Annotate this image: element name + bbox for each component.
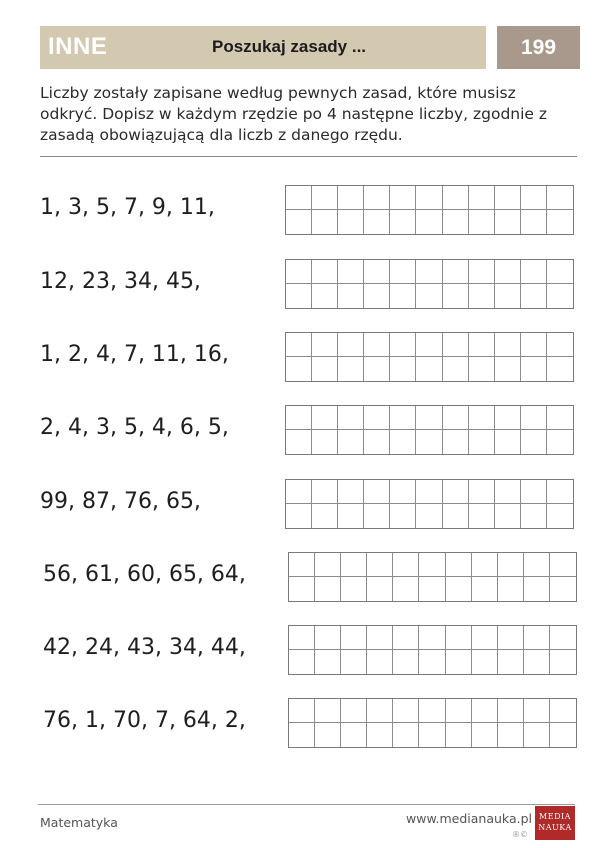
exercise-row (40, 479, 580, 531)
answer-cell[interactable] (416, 186, 442, 210)
answer-cell[interactable] (550, 626, 576, 650)
sequence-text: 2, 4, 3, 5, 4, 6, 5, (40, 415, 229, 440)
answer-cell[interactable] (315, 553, 341, 577)
answer-cell[interactable] (524, 577, 550, 601)
answer-cell[interactable] (524, 723, 550, 747)
answer-cell[interactable] (550, 577, 576, 601)
answer-cell[interactable] (367, 577, 393, 601)
answer-cell[interactable] (364, 430, 390, 454)
sequence-text: 1, 2, 4, 7, 11, 16, (40, 342, 229, 367)
answer-grid[interactable] (285, 405, 574, 455)
answer-cell[interactable] (547, 210, 573, 234)
answer-cell[interactable] (472, 577, 498, 601)
answer-cell[interactable] (286, 210, 312, 234)
answer-cell[interactable] (364, 357, 390, 381)
answer-cell[interactable] (312, 480, 338, 504)
answer-cell[interactable] (315, 699, 341, 723)
answer-cell[interactable] (419, 650, 445, 674)
instructions-text: Liczby zostały zapisane według pewnych zasad, które musisz odkryć. Dopisz w każdym rzędzie po 4 następne liczby, zgodnie z zasadą obowiązującą dla liczb z danego rzędu. (40, 84, 548, 144)
answer-cell[interactable] (416, 480, 442, 504)
answer-cell[interactable] (338, 186, 364, 210)
answer-cell[interactable] (547, 406, 573, 430)
answer-cell[interactable] (312, 333, 338, 357)
answer-cell[interactable] (547, 260, 573, 284)
answer-grid[interactable] (285, 479, 574, 529)
answer-cell[interactable] (521, 430, 547, 454)
answer-cell[interactable] (446, 553, 472, 577)
answer-cell[interactable] (469, 480, 495, 504)
category-label: INNE (48, 33, 108, 60)
answer-cell[interactable] (443, 480, 469, 504)
answer-cell[interactable] (547, 430, 573, 454)
answer-cell[interactable] (286, 284, 312, 308)
answer-cell[interactable] (286, 504, 312, 528)
answer-cell[interactable] (547, 480, 573, 504)
answer-cell[interactable] (364, 260, 390, 284)
answer-cell[interactable] (446, 723, 472, 747)
exercise-row (40, 405, 580, 457)
answer-cell[interactable] (443, 333, 469, 357)
answer-cell[interactable] (390, 504, 416, 528)
exercise-row (40, 259, 580, 311)
answer-grid[interactable] (285, 185, 574, 235)
answer-cell[interactable] (390, 333, 416, 357)
answer-cell[interactable] (286, 357, 312, 381)
answer-cell[interactable] (469, 284, 495, 308)
medianauka-logo (535, 806, 575, 840)
answer-cell[interactable] (547, 504, 573, 528)
answer-cell[interactable] (443, 186, 469, 210)
answer-cell[interactable] (286, 260, 312, 284)
answer-cell[interactable] (312, 260, 338, 284)
answer-cell[interactable] (341, 626, 367, 650)
answer-cell[interactable] (472, 626, 498, 650)
answer-cell[interactable] (443, 357, 469, 381)
answer-cell[interactable] (495, 284, 521, 308)
answer-cell[interactable] (521, 186, 547, 210)
answer-cell[interactable] (472, 553, 498, 577)
answer-cell[interactable] (498, 650, 524, 674)
answer-cell[interactable] (338, 260, 364, 284)
answer-cell[interactable] (521, 260, 547, 284)
answer-cell[interactable] (390, 430, 416, 454)
answer-cell[interactable] (338, 430, 364, 454)
answer-cell[interactable] (419, 577, 445, 601)
answer-cell[interactable] (446, 650, 472, 674)
answer-cell[interactable] (547, 357, 573, 381)
answer-cell[interactable] (416, 406, 442, 430)
answer-cell[interactable] (495, 504, 521, 528)
answer-cell[interactable] (443, 504, 469, 528)
answer-grid[interactable] (288, 625, 577, 675)
answer-cell[interactable] (521, 284, 547, 308)
answer-cell[interactable] (286, 333, 312, 357)
answer-cell[interactable] (547, 333, 573, 357)
header-bar (40, 26, 486, 69)
answer-cell[interactable] (286, 480, 312, 504)
answer-cell[interactable] (416, 430, 442, 454)
exercise-row (40, 552, 580, 604)
page-header (40, 26, 580, 69)
answer-cell[interactable] (315, 626, 341, 650)
answer-cell[interactable] (550, 650, 576, 674)
answer-cell[interactable] (550, 723, 576, 747)
sequence-text: 42, 24, 43, 34, 44, (43, 635, 246, 660)
answer-cell[interactable] (289, 577, 315, 601)
answer-cell[interactable] (419, 626, 445, 650)
answer-cell[interactable] (338, 504, 364, 528)
answer-grid[interactable] (288, 552, 577, 602)
answer-cell[interactable] (364, 504, 390, 528)
answer-cell[interactable] (393, 577, 419, 601)
answer-cell[interactable] (521, 480, 547, 504)
answer-cell[interactable] (443, 210, 469, 234)
logo-line-1: MEDIA (539, 812, 571, 821)
answer-cell[interactable] (364, 406, 390, 430)
answer-cell[interactable] (443, 406, 469, 430)
answer-cell[interactable] (312, 504, 338, 528)
answer-cell[interactable] (312, 186, 338, 210)
answer-cell[interactable] (498, 723, 524, 747)
answer-cell[interactable] (416, 210, 442, 234)
answer-cell[interactable] (446, 699, 472, 723)
answer-grid[interactable] (285, 259, 574, 309)
sequence-text: 12, 23, 34, 45, (40, 269, 201, 294)
answer-cell[interactable] (472, 723, 498, 747)
answer-cell[interactable] (338, 210, 364, 234)
answer-cell[interactable] (364, 210, 390, 234)
answer-cell[interactable] (390, 210, 416, 234)
exercise-row (40, 332, 580, 384)
answer-cell[interactable] (498, 577, 524, 601)
answer-cell[interactable] (498, 699, 524, 723)
answer-cell[interactable] (498, 626, 524, 650)
answer-cell[interactable] (416, 284, 442, 308)
answer-cell[interactable] (524, 699, 550, 723)
answer-cell[interactable] (495, 210, 521, 234)
answer-cell[interactable] (390, 260, 416, 284)
answer-cell[interactable] (364, 186, 390, 210)
answer-cell[interactable] (393, 626, 419, 650)
answer-cell[interactable] (390, 284, 416, 308)
answer-cell[interactable] (550, 553, 576, 577)
answer-cell[interactable] (312, 430, 338, 454)
answer-cell[interactable] (469, 260, 495, 284)
answer-cell[interactable] (393, 723, 419, 747)
answer-cell[interactable] (338, 333, 364, 357)
answer-cell[interactable] (393, 699, 419, 723)
answer-cell[interactable] (495, 406, 521, 430)
answer-cell[interactable] (469, 406, 495, 430)
answer-cell[interactable] (416, 357, 442, 381)
sequence-text: 76, 1, 70, 7, 64, 2, (43, 708, 246, 733)
answer-cell[interactable] (469, 210, 495, 234)
answer-cell[interactable] (419, 723, 445, 747)
answer-cell[interactable] (521, 504, 547, 528)
answer-cell[interactable] (364, 480, 390, 504)
answer-cell[interactable] (419, 553, 445, 577)
exercise-row (40, 625, 580, 677)
answer-cell[interactable] (289, 699, 315, 723)
answer-cell[interactable] (341, 577, 367, 601)
answer-cell[interactable] (469, 357, 495, 381)
answer-cell[interactable] (550, 699, 576, 723)
answer-cell[interactable] (364, 284, 390, 308)
answer-cell[interactable] (521, 357, 547, 381)
answer-cell[interactable] (315, 650, 341, 674)
answer-grid[interactable] (288, 698, 577, 748)
answer-cell[interactable] (286, 430, 312, 454)
logo-line-2: NAUKA (538, 823, 572, 832)
answer-cell[interactable] (443, 260, 469, 284)
answer-cell[interactable] (338, 480, 364, 504)
answer-cell[interactable] (469, 430, 495, 454)
answer-cell[interactable] (286, 406, 312, 430)
answer-cell[interactable] (338, 284, 364, 308)
sequence-text: 1, 3, 5, 7, 9, 11, (40, 195, 215, 220)
answer-cell[interactable] (338, 357, 364, 381)
answer-cell[interactable] (419, 699, 445, 723)
answer-cell[interactable] (443, 430, 469, 454)
answer-cell[interactable] (341, 650, 367, 674)
divider (40, 156, 577, 157)
answer-cell[interactable] (367, 699, 393, 723)
answer-cell[interactable] (338, 406, 364, 430)
footer-divider (38, 804, 575, 805)
answer-cell[interactable] (312, 210, 338, 234)
answer-cell[interactable] (390, 357, 416, 381)
answer-cell[interactable] (495, 480, 521, 504)
answer-cell[interactable] (289, 626, 315, 650)
answer-cell[interactable] (524, 553, 550, 577)
answer-cell[interactable] (472, 650, 498, 674)
answer-cell[interactable] (286, 186, 312, 210)
answer-cell[interactable] (416, 333, 442, 357)
answer-cell[interactable] (367, 553, 393, 577)
answer-cell[interactable] (469, 504, 495, 528)
sequence-text: 56, 61, 60, 65, 64, (43, 562, 246, 587)
answer-cell[interactable] (390, 480, 416, 504)
answer-cell[interactable] (472, 699, 498, 723)
answer-cell[interactable] (312, 357, 338, 381)
answer-cell[interactable] (495, 430, 521, 454)
answer-cell[interactable] (524, 626, 550, 650)
answer-cell[interactable] (341, 553, 367, 577)
answer-cell[interactable] (390, 406, 416, 430)
exercise-row (40, 698, 580, 750)
answer-cell[interactable] (393, 553, 419, 577)
answer-cell[interactable] (446, 577, 472, 601)
answer-cell[interactable] (446, 626, 472, 650)
answer-cell[interactable] (495, 186, 521, 210)
page-title: Poszukaj zasady ... (212, 37, 367, 56)
answer-cell[interactable] (341, 699, 367, 723)
answer-cell[interactable] (521, 406, 547, 430)
answer-grid[interactable] (285, 332, 574, 382)
answer-cell[interactable] (315, 723, 341, 747)
answer-cell[interactable] (390, 186, 416, 210)
answer-cell[interactable] (498, 553, 524, 577)
copyright-mark: ®© (512, 830, 528, 839)
answer-cell[interactable] (416, 260, 442, 284)
answer-cell[interactable] (547, 284, 573, 308)
answer-cell[interactable] (521, 333, 547, 357)
answer-cell[interactable] (312, 284, 338, 308)
answer-cell[interactable] (289, 553, 315, 577)
answer-cell[interactable] (393, 650, 419, 674)
answer-cell[interactable] (495, 357, 521, 381)
sequence-text: 99, 87, 76, 65, (40, 489, 201, 514)
answer-cell[interactable] (367, 626, 393, 650)
footer-url: www.medianauka.pl (406, 811, 532, 826)
answer-cell[interactable] (315, 577, 341, 601)
answer-cell[interactable] (495, 260, 521, 284)
answer-cell[interactable] (524, 650, 550, 674)
answer-cell[interactable] (443, 284, 469, 308)
answer-cell[interactable] (416, 504, 442, 528)
answer-cell[interactable] (495, 333, 521, 357)
exercise-row (40, 185, 580, 237)
answer-cell[interactable] (521, 210, 547, 234)
footer-subject: Matematyka (40, 815, 118, 830)
answer-cell[interactable] (367, 650, 393, 674)
answer-cell[interactable] (289, 650, 315, 674)
answer-cell[interactable] (364, 333, 390, 357)
answer-cell[interactable] (367, 723, 393, 747)
answer-cell[interactable] (312, 406, 338, 430)
answer-cell[interactable] (469, 186, 495, 210)
answer-cell[interactable] (289, 723, 315, 747)
answer-cell[interactable] (547, 186, 573, 210)
answer-cell[interactable] (469, 333, 495, 357)
answer-cell[interactable] (341, 723, 367, 747)
page-number: 199 (497, 26, 580, 69)
